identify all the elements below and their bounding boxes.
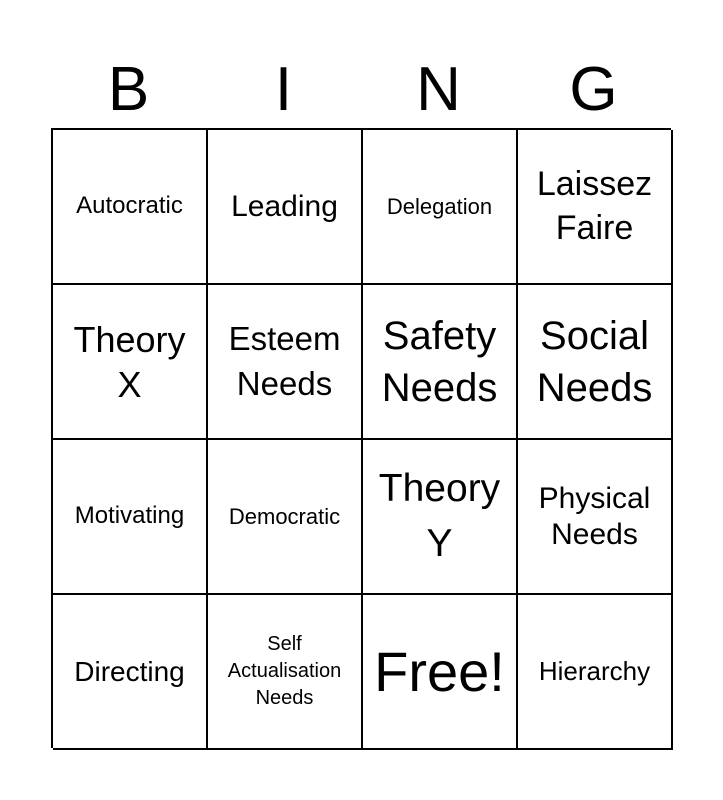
bingo-cell-safety-needs[interactable] (363, 285, 518, 440)
bingo-cell-motivating[interactable] (53, 440, 208, 595)
bingo-cell-physical-needs[interactable] (518, 440, 673, 595)
bingo-cell-esteem-needs[interactable] (208, 285, 363, 440)
cell-label: Directing (74, 655, 185, 687)
bingo-cell-autocratic[interactable] (53, 130, 208, 285)
cell-label: Motivating (74, 502, 185, 530)
cell-label: Safety Needs (381, 313, 498, 410)
header-letter-g: G (569, 55, 618, 124)
bingo-cell-self-actualisation-needs[interactable] (208, 595, 363, 750)
bingo-cell-theory-y[interactable] (363, 440, 518, 595)
bingo-cell-democratic[interactable] (208, 440, 363, 595)
bingo-board (51, 128, 671, 748)
cell-label: Hierarchy (538, 655, 651, 686)
cell-label: Free! (374, 639, 505, 703)
cell-label: Autocratic (76, 192, 183, 220)
cell-label: Democratic (228, 503, 341, 529)
bingo-cell-laissez-faire[interactable] (518, 130, 673, 285)
cell-label: Leading (231, 189, 338, 223)
bingo-cell-leading[interactable] (208, 130, 363, 285)
cell-label: Physical Needs (538, 481, 651, 551)
bingo-cell-hierarchy[interactable] (518, 595, 673, 750)
cell-label: Theory X (73, 318, 186, 405)
bingo-header (51, 52, 671, 128)
bingo-cell-free-space[interactable] (363, 595, 518, 750)
bingo-cell-directing[interactable] (53, 595, 208, 750)
header-letter-i: I (274, 55, 293, 124)
cell-label: Laissez Faire (536, 164, 653, 247)
bingo-cell-delegation[interactable] (363, 130, 518, 285)
bingo-cell-theory-x[interactable] (53, 285, 208, 440)
cell-label: Self Actualisation Needs (227, 633, 342, 709)
cell-label: Esteem Needs (228, 319, 341, 402)
header-letter-n: N (416, 55, 461, 124)
bingo-cell-social-needs[interactable] (518, 285, 673, 440)
header-letter-b: B (107, 55, 150, 124)
cell-label: Social Needs (536, 313, 653, 410)
cell-label: Theory Y (378, 466, 501, 565)
cell-label: Delegation (386, 193, 493, 219)
